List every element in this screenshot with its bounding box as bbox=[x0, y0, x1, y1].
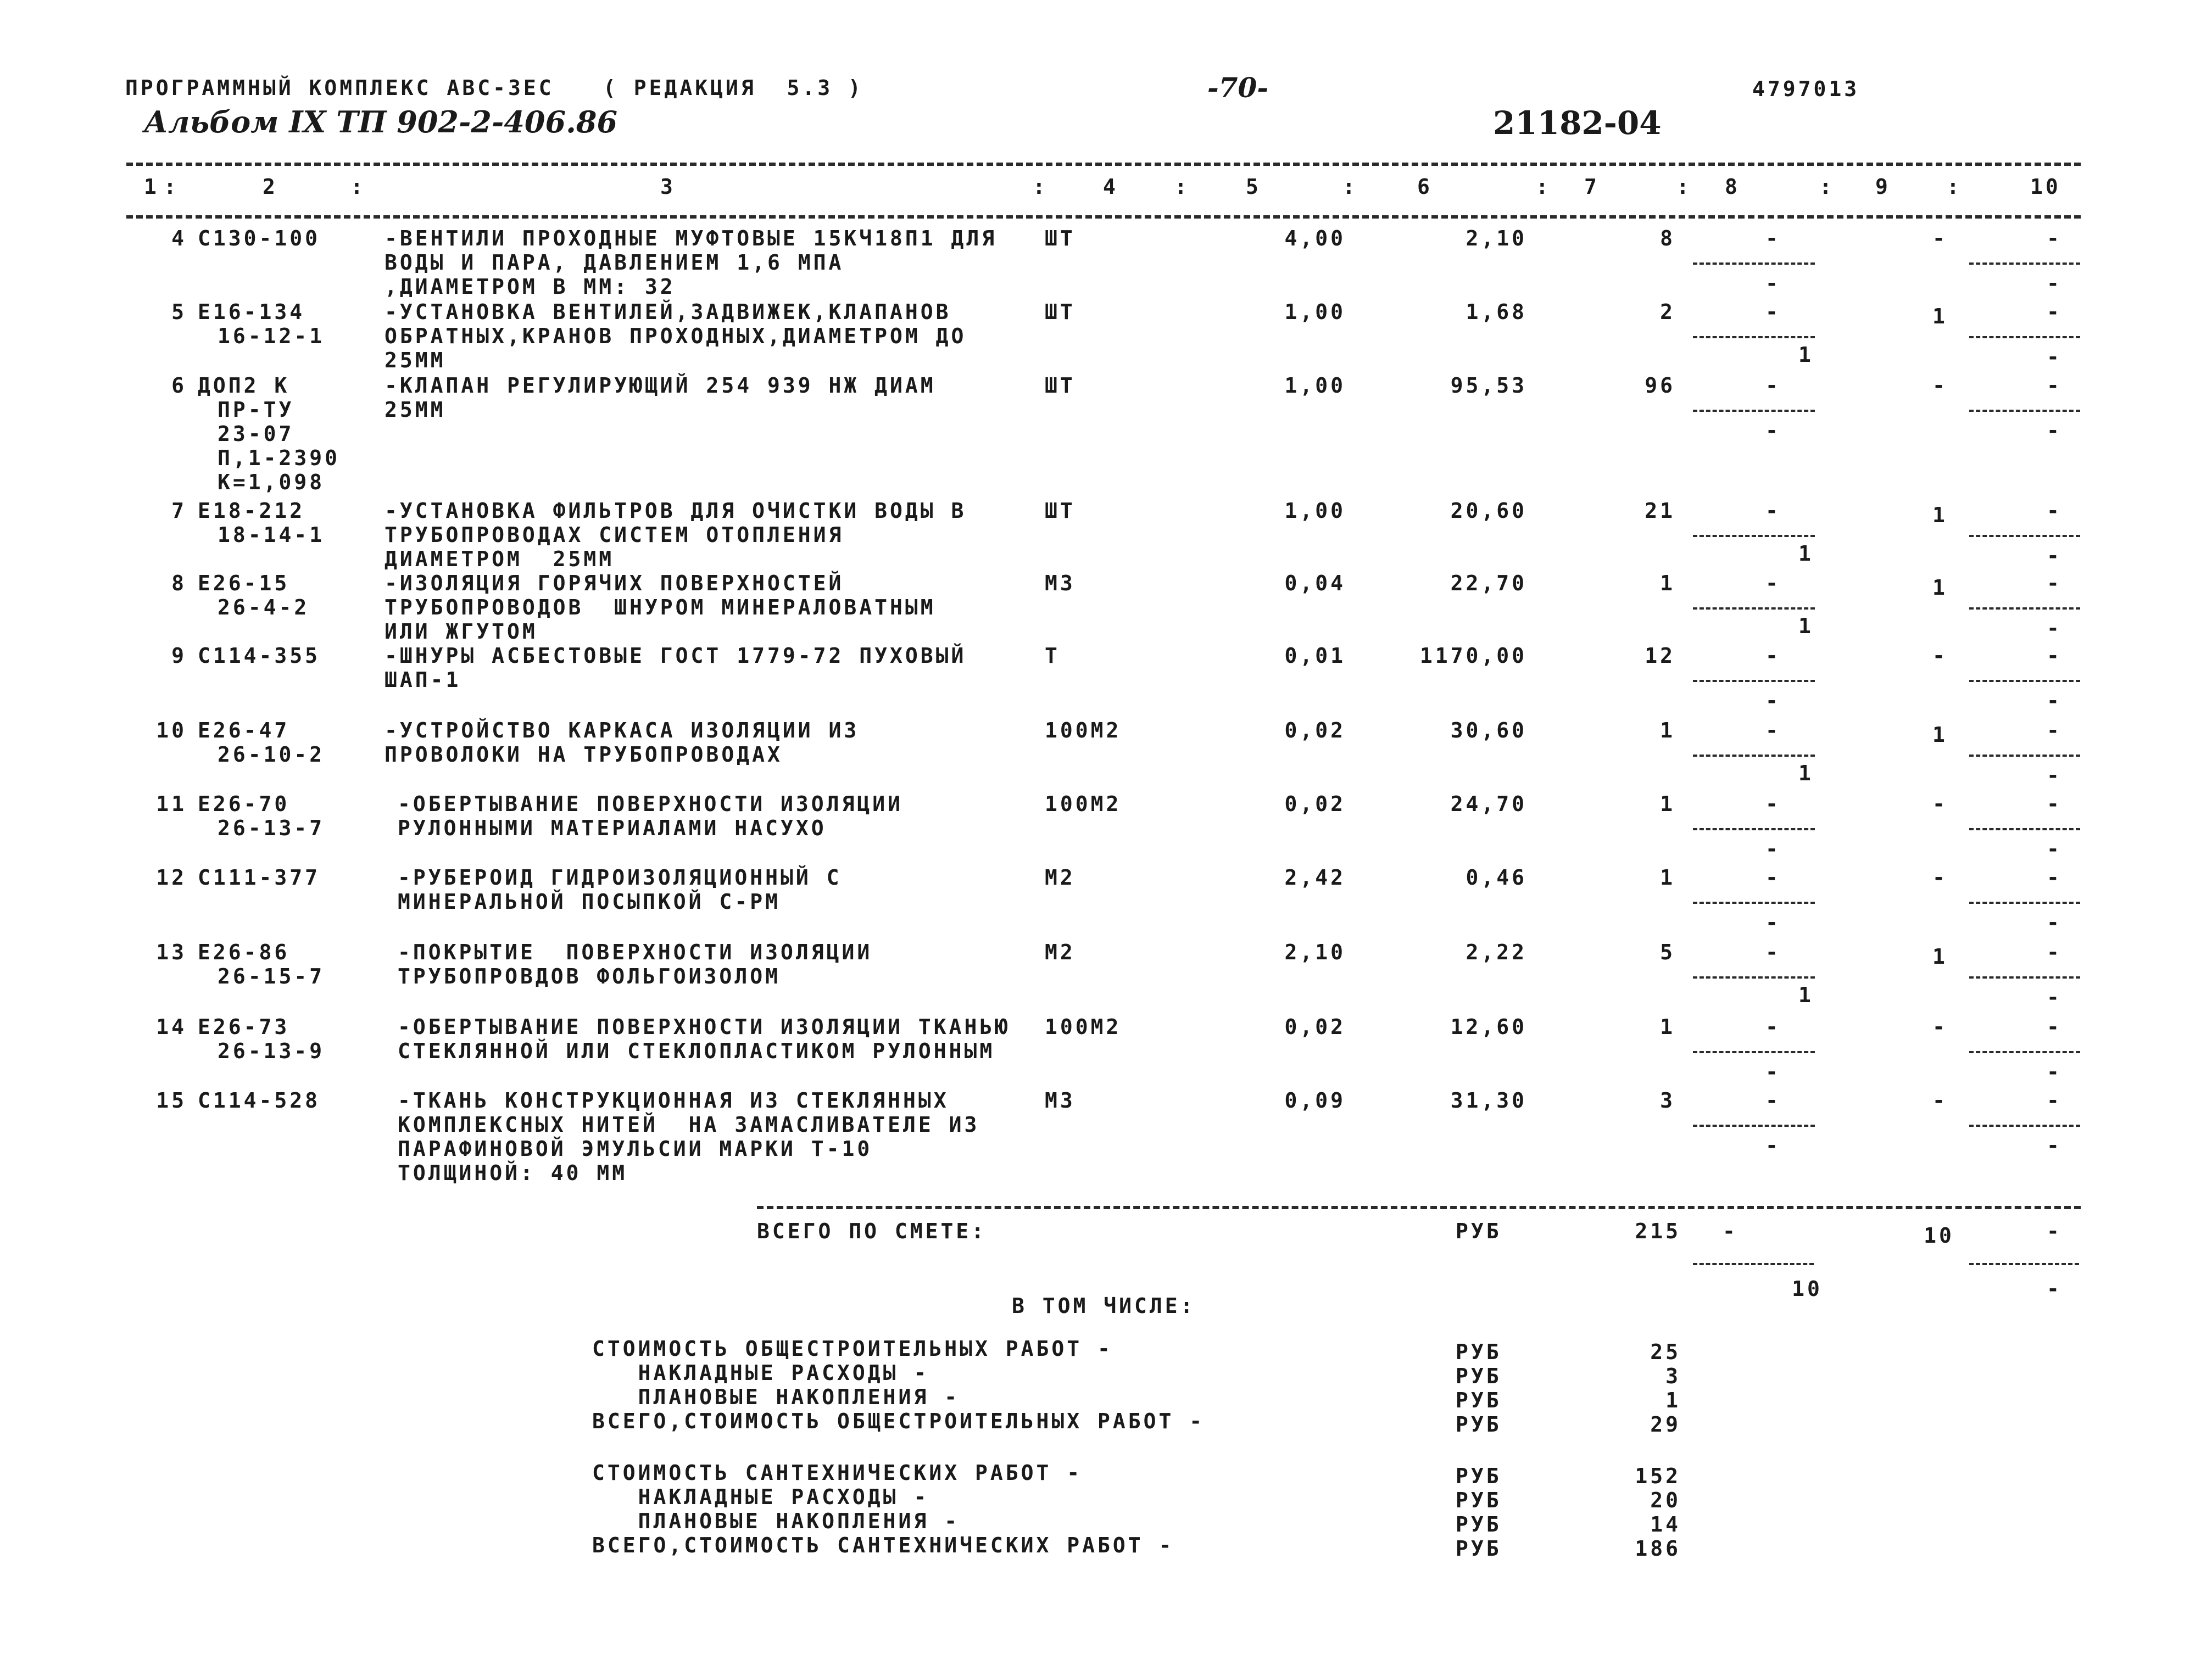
row-number: 9 bbox=[171, 644, 187, 668]
col8-upper: - bbox=[1765, 1088, 1781, 1113]
column-header-8: 8 bbox=[1725, 175, 1740, 199]
table-header-rule bbox=[126, 215, 2081, 219]
unit-price: 31,30 bbox=[1450, 1088, 1527, 1113]
column-separator-6: : bbox=[1536, 175, 1551, 199]
rate-code: С114-528 bbox=[198, 1088, 321, 1113]
col8-divider bbox=[1693, 755, 1815, 757]
unit-of-measure: 100М2 bbox=[1045, 792, 1122, 816]
col10-lower: - bbox=[2047, 544, 2062, 568]
quantity: 0,01 bbox=[1284, 644, 1346, 668]
col10-divider bbox=[1969, 755, 2080, 757]
unit-of-measure: Т bbox=[1045, 644, 1060, 668]
total-value: 215 bbox=[1635, 1219, 1681, 1243]
col8-lower: - bbox=[1765, 1060, 1781, 1084]
work-description: ТОЛЩИНОЙ: 40 ММ bbox=[398, 1161, 628, 1185]
quantity: 0,02 bbox=[1284, 718, 1346, 742]
rate-code: Е26-73 bbox=[198, 1015, 290, 1039]
column-header-1: 1 bbox=[144, 175, 159, 199]
unit-of-measure: ШТ bbox=[1045, 300, 1076, 324]
col10-lower: - bbox=[2047, 418, 2062, 443]
row-number: 13 bbox=[156, 940, 187, 964]
col8-upper: - bbox=[1765, 718, 1781, 742]
col9-value: 1 bbox=[1932, 575, 1948, 600]
total-col10-lower: - bbox=[2047, 1277, 2062, 1301]
col8-upper: - bbox=[1765, 571, 1781, 595]
unit-price: 22,70 bbox=[1450, 571, 1527, 595]
col8-divider bbox=[1693, 976, 1815, 979]
col10-upper: - bbox=[2047, 499, 2062, 523]
rate-code: П,1-2390 bbox=[218, 446, 341, 470]
summary-value: 20 bbox=[1650, 1488, 1681, 1512]
col8-divider bbox=[1693, 410, 1815, 412]
col8-divider bbox=[1693, 680, 1815, 682]
summary-value: 186 bbox=[1635, 1536, 1681, 1561]
col10-upper: - bbox=[2047, 571, 2062, 595]
col8-lower: - bbox=[1765, 689, 1781, 713]
quantity: 2,10 bbox=[1284, 940, 1346, 964]
work-description: СТЕКЛЯННОЙ ИЛИ СТЕКЛОПЛАСТИКОМ РУЛОННЫМ bbox=[398, 1039, 995, 1063]
total-cost: 2 bbox=[1660, 300, 1675, 324]
col8-lower: 1 bbox=[1798, 614, 1814, 638]
unit-price: 12,60 bbox=[1450, 1015, 1527, 1039]
col10-upper: - bbox=[2047, 865, 2062, 890]
work-description: -УСТРОЙСТВО КАРКАСА ИЗОЛЯЦИИ ИЗ bbox=[385, 718, 860, 742]
page-number: -70- bbox=[1207, 71, 1269, 104]
col9-value: - bbox=[1932, 792, 1948, 816]
work-description: -ШНУРЫ АСБЕСТОВЫЕ ГОСТ 1779-72 ПУХОВЫЙ bbox=[385, 644, 967, 668]
unit-price: 95,53 bbox=[1450, 373, 1527, 398]
album-reference: Альбом IX ТП 902-2-406.86 bbox=[144, 104, 618, 139]
summary-label: ПЛАНОВЫЕ НАКОПЛЕНИЯ - bbox=[592, 1385, 960, 1409]
work-description: -ВЕНТИЛИ ПРОХОДНЫЕ МУФТОВЫЕ 15КЧ18П1 ДЛЯ bbox=[385, 226, 998, 250]
total-col9: 10 bbox=[1924, 1223, 1954, 1248]
col8-divider bbox=[1693, 262, 1815, 265]
col10-divider bbox=[1969, 680, 2080, 682]
col8-upper: - bbox=[1765, 940, 1781, 964]
col10-divider bbox=[1969, 262, 2080, 265]
quantity: 0,09 bbox=[1284, 1088, 1346, 1113]
col8-upper: - bbox=[1765, 300, 1781, 324]
summary-unit: РУБ bbox=[1456, 1364, 1502, 1388]
summary-label: НАКЛАДНЫЕ РАСХОДЫ - bbox=[592, 1485, 929, 1509]
rate-code: 18-14-1 bbox=[218, 523, 325, 547]
total-cost: 1 bbox=[1660, 865, 1675, 890]
col8-upper: - bbox=[1765, 644, 1781, 668]
column-separator-8: : bbox=[1819, 175, 1835, 199]
summary-label: СТОИМОСТЬ САНТЕХНИЧЕСКИХ РАБОТ - bbox=[592, 1461, 1083, 1485]
summary-value: 14 bbox=[1650, 1512, 1681, 1536]
total-col10-divider bbox=[1969, 1263, 2079, 1265]
col10-lower: - bbox=[2047, 985, 2062, 1009]
total-cost: 3 bbox=[1660, 1088, 1675, 1113]
rate-code: 26-15-7 bbox=[218, 964, 325, 988]
unit-of-measure: 100М2 bbox=[1045, 718, 1122, 742]
column-separator-5: : bbox=[1342, 175, 1358, 199]
col10-divider bbox=[1969, 336, 2080, 338]
unit-of-measure: М3 bbox=[1045, 571, 1076, 595]
summary-label: ВСЕГО,СТОИМОСТЬ ОБЩЕСТРОИТЕЛЬНЫХ РАБОТ - bbox=[592, 1409, 1205, 1433]
row-number: 5 bbox=[171, 300, 187, 324]
column-header-7: 7 bbox=[1584, 175, 1600, 199]
summary-value: 29 bbox=[1650, 1412, 1681, 1437]
column-separator-1: : bbox=[164, 175, 179, 199]
col10-upper: - bbox=[2047, 644, 2062, 668]
col8-upper: - bbox=[1765, 499, 1781, 523]
rate-code: 26-13-9 bbox=[218, 1039, 325, 1063]
col10-upper: - bbox=[2047, 373, 2062, 398]
row-number: 14 bbox=[156, 1015, 187, 1039]
col9-value: - bbox=[1932, 1015, 1948, 1039]
column-separator-4: : bbox=[1174, 175, 1190, 199]
summary-label: НАКЛАДНЫЕ РАСХОДЫ - bbox=[592, 1361, 929, 1385]
rate-code: 26-10-2 bbox=[218, 742, 325, 767]
col8-divider bbox=[1693, 828, 1815, 830]
col9-value: 1 bbox=[1932, 723, 1948, 747]
col8-divider bbox=[1693, 1051, 1815, 1053]
quantity: 1,00 bbox=[1284, 300, 1346, 324]
quantity: 1,00 bbox=[1284, 373, 1346, 398]
total-cost: 1 bbox=[1660, 718, 1675, 742]
quantity: 0,02 bbox=[1284, 1015, 1346, 1039]
unit-of-measure: ШТ bbox=[1045, 499, 1076, 523]
unit-of-measure: 100М2 bbox=[1045, 1015, 1122, 1039]
unit-of-measure: М3 bbox=[1045, 1088, 1076, 1113]
total-rule bbox=[757, 1206, 2081, 1209]
edition-label: ( РЕДАКЦИЯ 5.3 ) bbox=[603, 76, 863, 100]
unit-of-measure: ШТ bbox=[1045, 373, 1076, 398]
row-number: 8 bbox=[171, 571, 187, 595]
col10-upper: - bbox=[2047, 1015, 2062, 1039]
column-header-10: 10 bbox=[2030, 175, 2061, 199]
row-number: 4 bbox=[171, 226, 187, 250]
rate-code: 23-07 bbox=[218, 422, 294, 446]
total-cost: 1 bbox=[1660, 792, 1675, 816]
work-description: ТРУБОПРОВОДОВ ШНУРОМ МИНЕРАЛОВАТНЫМ bbox=[385, 595, 936, 619]
column-header-9: 9 bbox=[1875, 175, 1891, 199]
col8-upper: - bbox=[1765, 1015, 1781, 1039]
row-number: 6 bbox=[171, 373, 187, 398]
work-description: -ОБЕРТЫВАНИЕ ПОВЕРХНОСТИ ИЗОЛЯЦИИ ТКАНЬЮ bbox=[398, 1015, 1011, 1039]
col9-value: - bbox=[1932, 373, 1948, 398]
col9-value: - bbox=[1932, 865, 1948, 890]
total-cost: 8 bbox=[1660, 226, 1675, 250]
col10-lower: - bbox=[2047, 689, 2062, 713]
column-header-6: 6 bbox=[1417, 175, 1433, 199]
col10-lower: - bbox=[2047, 271, 2062, 295]
col9-value: 1 bbox=[1932, 304, 1948, 328]
unit-price: 2,22 bbox=[1466, 940, 1527, 964]
work-description: ШАП-1 bbox=[385, 668, 461, 692]
col8-divider bbox=[1693, 607, 1815, 610]
work-description: -УСТАНОВКА ВЕНТИЛЕЙ,ЗАДВИЖЕК,КЛАПАНОВ bbox=[385, 300, 951, 324]
col10-lower: - bbox=[2047, 616, 2062, 640]
table-top-rule bbox=[126, 163, 2081, 166]
summary-value: 1 bbox=[1665, 1388, 1681, 1412]
col10-upper: - bbox=[2047, 1088, 2062, 1113]
total-cost: 1 bbox=[1660, 1015, 1675, 1039]
unit-price: 0,46 bbox=[1466, 865, 1527, 890]
col8-upper: - bbox=[1765, 226, 1781, 250]
summary-label: ПЛАНОВЫЕ НАКОПЛЕНИЯ - bbox=[592, 1509, 960, 1533]
col9-value: 1 bbox=[1932, 945, 1948, 969]
col9-value: - bbox=[1932, 644, 1948, 668]
rate-code: ДОП2 К bbox=[198, 373, 290, 398]
work-description: ТРУБОПРОВДОВ ФОЛЬГОИЗОЛОМ bbox=[398, 964, 781, 988]
summary-unit: РУБ bbox=[1456, 1464, 1502, 1488]
col8-divider bbox=[1693, 535, 1815, 537]
summary-unit: РУБ bbox=[1456, 1488, 1502, 1512]
col8-lower: - bbox=[1765, 837, 1781, 861]
quantity: 4,00 bbox=[1284, 226, 1346, 250]
row-number: 15 bbox=[156, 1088, 187, 1113]
rate-code: 26-13-7 bbox=[218, 816, 325, 840]
total-cost: 96 bbox=[1645, 373, 1675, 398]
total-cost: 1 bbox=[1660, 571, 1675, 595]
col8-lower: - bbox=[1765, 1133, 1781, 1158]
work-description: ИЛИ ЖГУТОМ bbox=[385, 619, 538, 644]
rate-code: К=1,098 bbox=[218, 470, 325, 494]
col8-upper: - bbox=[1765, 792, 1781, 816]
quantity: 0,02 bbox=[1284, 792, 1346, 816]
col10-divider bbox=[1969, 902, 2080, 904]
program-title: ПРОГРАММНЫЙ КОМПЛЕКС АВС-3ЕС bbox=[125, 76, 554, 100]
work-description: ,ДИАМЕТРОМ В ММ: 32 bbox=[385, 275, 676, 299]
row-number: 12 bbox=[156, 865, 187, 890]
row-number: 11 bbox=[156, 792, 187, 816]
quantity: 0,04 bbox=[1284, 571, 1346, 595]
col10-lower: - bbox=[2047, 345, 2062, 369]
col10-lower: - bbox=[2047, 763, 2062, 787]
col10-lower: - bbox=[2047, 910, 2062, 935]
work-description: -КЛАПАН РЕГУЛИРУЮЩИЙ 254 939 НЖ ДИАМ bbox=[385, 373, 936, 398]
rate-code: Е26-47 bbox=[198, 718, 290, 742]
document-code: 4797013 bbox=[1752, 77, 1860, 101]
work-description: РУЛОННЫМИ МАТЕРИАЛАМИ НАСУХО bbox=[398, 816, 827, 840]
col8-lower: 1 bbox=[1798, 983, 1814, 1007]
summary-unit: РУБ bbox=[1456, 1340, 1502, 1364]
handwritten-code: 21182-04 bbox=[1493, 104, 1662, 142]
col10-upper: - bbox=[2047, 792, 2062, 816]
unit-of-measure: М2 bbox=[1045, 865, 1076, 890]
col9-value: - bbox=[1932, 226, 1948, 250]
total-label: ВСЕГО ПО СМЕТЕ: bbox=[757, 1219, 987, 1243]
column-separator-3: : bbox=[1033, 175, 1048, 199]
work-description: -УСТАНОВКА ФИЛЬТРОВ ДЛЯ ОЧИСТКИ ВОДЫ В bbox=[385, 499, 967, 523]
column-header-2: 2 bbox=[263, 175, 278, 199]
total-cost: 5 bbox=[1660, 940, 1675, 964]
quantity: 2,42 bbox=[1284, 865, 1346, 890]
summary-value: 152 bbox=[1635, 1464, 1681, 1488]
rate-code: Е26-70 bbox=[198, 792, 290, 816]
column-header-3: 3 bbox=[660, 175, 676, 199]
column-header-5: 5 bbox=[1246, 175, 1261, 199]
col10-divider bbox=[1969, 535, 2080, 537]
col8-lower: - bbox=[1765, 418, 1781, 443]
summary-unit: РУБ bbox=[1456, 1536, 1502, 1561]
col8-lower: 1 bbox=[1798, 761, 1814, 785]
work-description: МИНЕРАЛЬНОЙ ПОСЫПКОЙ С-РМ bbox=[398, 890, 781, 914]
work-description: ПАРАФИНОВОЙ ЭМУЛЬСИИ МАРКИ Т-10 bbox=[398, 1137, 873, 1161]
rate-code: 16-12-1 bbox=[218, 324, 325, 348]
total-col8-lower: 10 bbox=[1792, 1277, 1823, 1301]
work-description: 25ММ bbox=[385, 348, 446, 372]
col10-upper: - bbox=[2047, 300, 2062, 324]
total-cost: 21 bbox=[1645, 499, 1675, 523]
summary-unit: РУБ bbox=[1456, 1512, 1502, 1536]
work-description: КОМПЛЕКСНЫХ НИТЕЙ НА ЗАМАСЛИВАТЕЛЕ ИЗ bbox=[398, 1113, 980, 1137]
col8-lower: - bbox=[1765, 271, 1781, 295]
column-separator-7: : bbox=[1676, 175, 1692, 199]
work-description: -ИЗОЛЯЦИЯ ГОРЯЧИХ ПОВЕРХНОСТЕЙ bbox=[385, 571, 844, 595]
col10-lower: - bbox=[2047, 1060, 2062, 1084]
quantity: 1,00 bbox=[1284, 499, 1346, 523]
work-description: ПРОВОЛОКИ НА ТРУБОПРОВОДАХ bbox=[385, 742, 783, 767]
total-col8-upper: - bbox=[1723, 1219, 1738, 1243]
col9-value: 1 bbox=[1932, 503, 1948, 527]
row-number: 10 bbox=[156, 718, 187, 742]
col10-upper: - bbox=[2047, 226, 2062, 250]
unit-price: 30,60 bbox=[1450, 718, 1527, 742]
work-description: -РУБЕРОИД ГИДРОИЗОЛЯЦИОННЫЙ С bbox=[398, 865, 842, 890]
rate-code: С111-377 bbox=[198, 865, 321, 890]
unit-price: 1,68 bbox=[1466, 300, 1527, 324]
col10-divider bbox=[1969, 1051, 2080, 1053]
row-number: 7 bbox=[171, 499, 187, 523]
col10-divider bbox=[1969, 1125, 2080, 1127]
work-description: ТРУБОПРОВОДАХ СИСТЕМ ОТОПЛЕНИЯ bbox=[385, 523, 844, 547]
summary-unit: РУБ bbox=[1456, 1388, 1502, 1412]
col8-divider bbox=[1693, 1125, 1815, 1127]
rate-code: Е18-212 bbox=[198, 499, 305, 523]
column-header-4: 4 bbox=[1103, 175, 1118, 199]
work-description: 25ММ bbox=[385, 398, 446, 422]
total-col10-upper: - bbox=[2047, 1219, 2062, 1243]
col10-divider bbox=[1969, 410, 2080, 412]
column-separator-2: : bbox=[350, 175, 366, 199]
rate-code: С130-100 bbox=[198, 226, 321, 250]
col9-value: - bbox=[1932, 1088, 1948, 1113]
work-description: -ТКАНЬ КОНСТРУКЦИОННАЯ ИЗ СТЕКЛЯННЫХ bbox=[398, 1088, 949, 1113]
col10-divider bbox=[1969, 828, 2080, 830]
unit-price: 1170,00 bbox=[1419, 644, 1527, 668]
col10-divider bbox=[1969, 976, 2080, 979]
unit-of-measure: М2 bbox=[1045, 940, 1076, 964]
summary-unit: РУБ bbox=[1456, 1412, 1502, 1437]
unit-of-measure: ШТ bbox=[1045, 226, 1076, 250]
summary-label: СТОИМОСТЬ ОБЩЕСТРОИТЕЛЬНЫХ РАБОТ - bbox=[592, 1337, 1113, 1361]
col10-lower: - bbox=[2047, 837, 2062, 861]
summary-value: 3 bbox=[1665, 1364, 1681, 1388]
col10-lower: - bbox=[2047, 1133, 2062, 1158]
column-separator-9: : bbox=[1947, 175, 1962, 199]
col8-lower: 1 bbox=[1798, 343, 1814, 367]
total-col8-divider bbox=[1693, 1263, 1814, 1265]
unit-price: 20,60 bbox=[1450, 499, 1527, 523]
work-description: -ОБЕРТЫВАНИЕ ПОВЕРХНОСТИ ИЗОЛЯЦИИ bbox=[398, 792, 903, 816]
col10-divider bbox=[1969, 607, 2080, 610]
summary-label: ВСЕГО,СТОИМОСТЬ САНТЕХНИЧЕСКИХ РАБОТ - bbox=[592, 1533, 1174, 1557]
summary-value: 25 bbox=[1650, 1340, 1681, 1364]
rate-code: Е26-15 bbox=[198, 571, 290, 595]
including-label: В ТОМ ЧИСЛЕ: bbox=[1012, 1294, 1196, 1318]
col8-lower: 1 bbox=[1798, 541, 1814, 566]
col10-upper: - bbox=[2047, 940, 2062, 964]
work-description: ВОДЫ И ПАРА, ДАВЛЕНИЕМ 1,6 МПА bbox=[385, 250, 844, 275]
work-description: ОБРАТНЫХ,КРАНОВ ПРОХОДНЫХ,ДИАМЕТРОМ ДО bbox=[385, 324, 967, 348]
col8-divider bbox=[1693, 336, 1815, 338]
total-unit: РУБ bbox=[1456, 1219, 1502, 1243]
col8-upper: - bbox=[1765, 865, 1781, 890]
rate-code: ПР-ТУ bbox=[218, 398, 294, 422]
rate-code: С114-355 bbox=[198, 644, 321, 668]
rate-code: Е26-86 bbox=[198, 940, 290, 964]
work-description: -ПОКРЫТИЕ ПОВЕРХНОСТИ ИЗОЛЯЦИИ bbox=[398, 940, 873, 964]
unit-price: 2,10 bbox=[1466, 226, 1527, 250]
col10-upper: - bbox=[2047, 718, 2062, 742]
rate-code: Е16-134 bbox=[198, 300, 305, 324]
col8-divider bbox=[1693, 902, 1815, 904]
col8-lower: - bbox=[1765, 910, 1781, 935]
unit-price: 24,70 bbox=[1450, 792, 1527, 816]
total-cost: 12 bbox=[1645, 644, 1675, 668]
work-description: ДИАМЕТРОМ 25ММ bbox=[385, 547, 615, 571]
col8-upper: - bbox=[1765, 373, 1781, 398]
rate-code: 26-4-2 bbox=[218, 595, 310, 619]
